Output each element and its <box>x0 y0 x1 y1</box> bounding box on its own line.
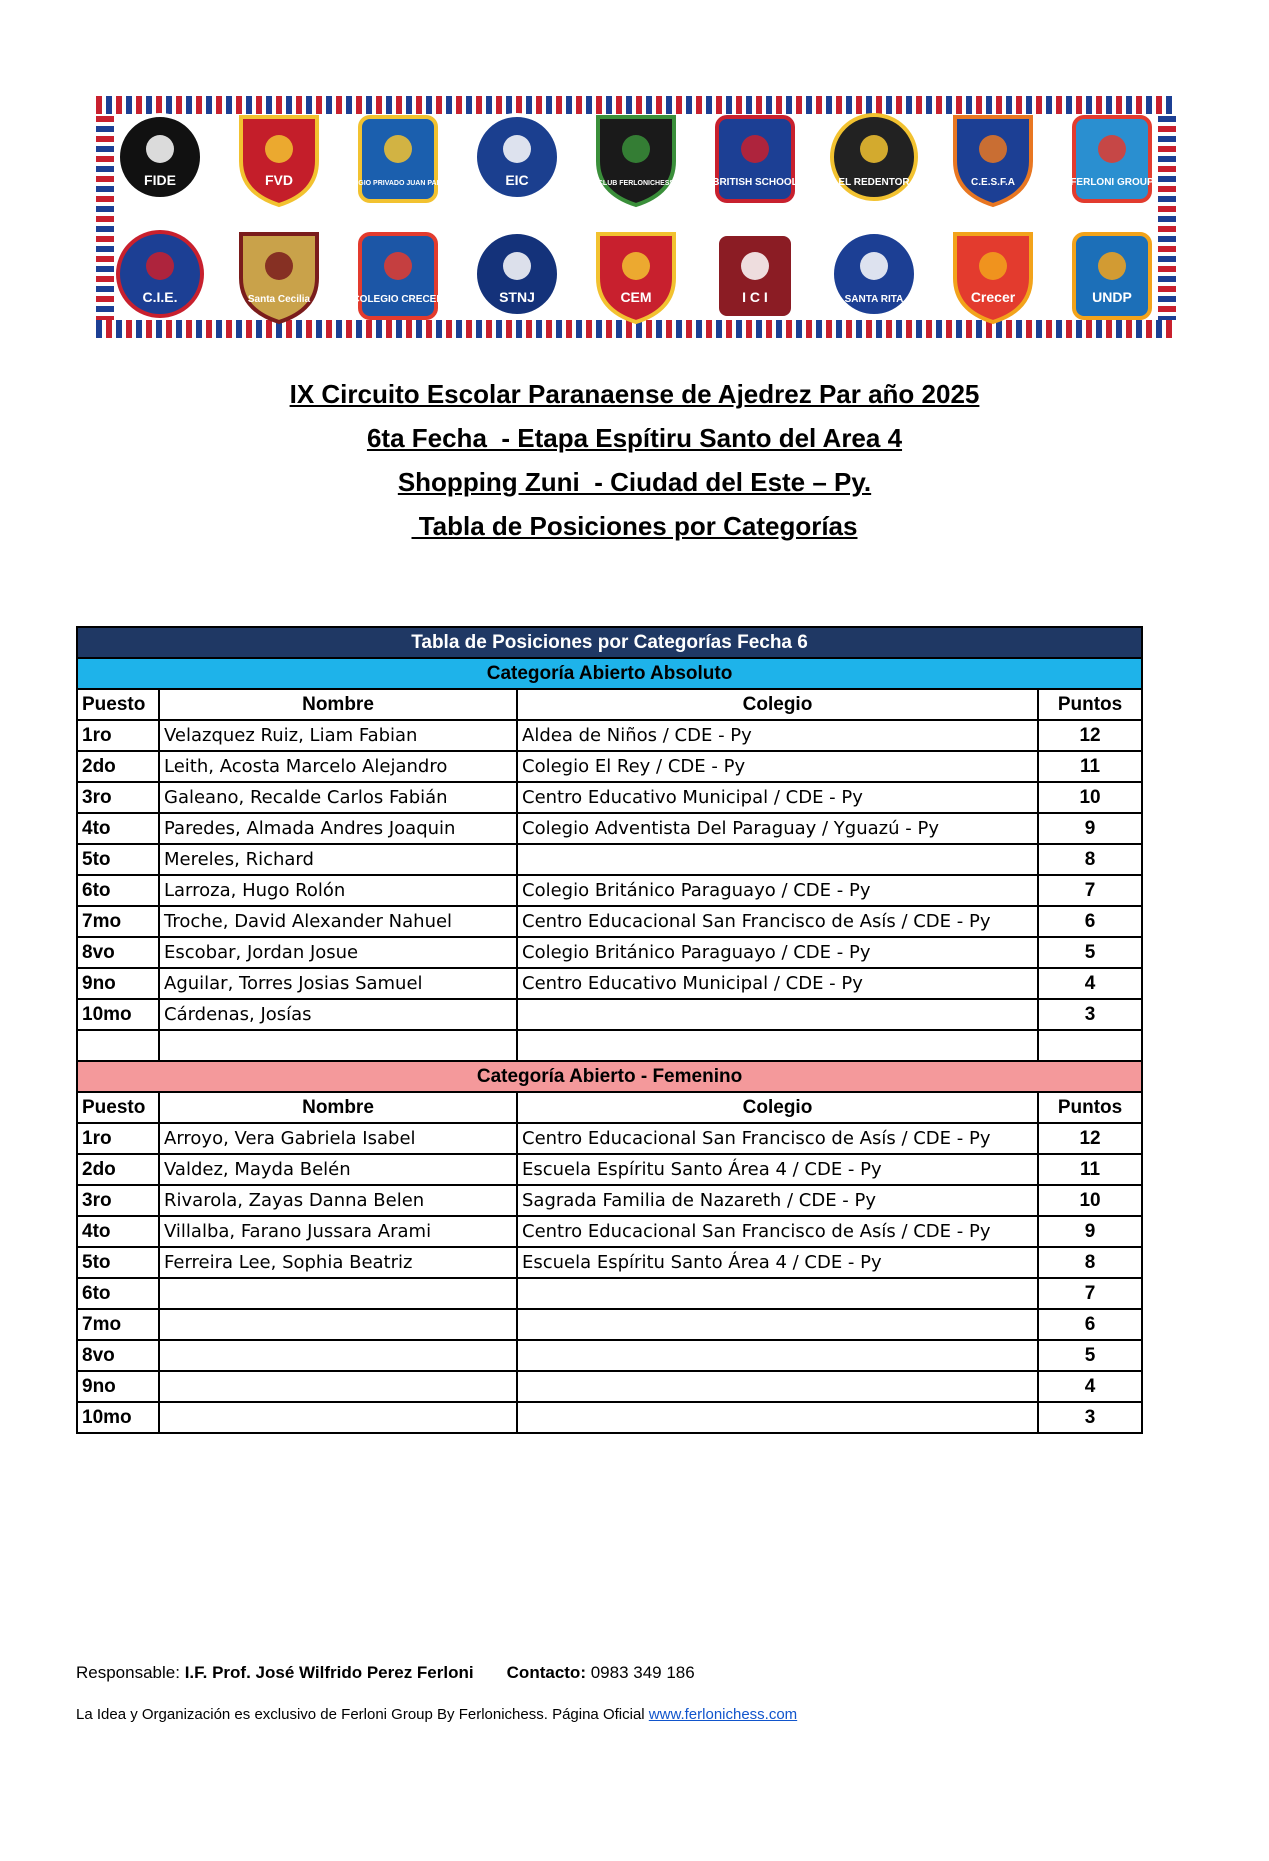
cell-colegio <box>517 1371 1038 1402</box>
cell-colegio: Colegio Británico Paraguayo / CDE - Py <box>517 937 1038 968</box>
cell-nombre: Arroyo, Vera Gabriela Isabel <box>159 1123 517 1154</box>
title-line-2: 6ta Fecha - Etapa Espítiru Santo del Area 4 <box>366 423 903 453</box>
cell-puntos: 9 <box>1038 1216 1142 1247</box>
column-header-puesto: Puesto <box>77 689 159 720</box>
cell-puntos: 11 <box>1038 1154 1142 1185</box>
cell-puesto: 1ro <box>77 720 159 751</box>
cell-nombre: Leith, Acosta Marcelo Alejandro <box>159 751 517 782</box>
cell-puntos: 4 <box>1038 968 1142 999</box>
fvd-crest-icon <box>231 109 327 209</box>
table-row <box>77 906 1142 937</box>
cell-puesto: 7mo <box>77 1309 159 1340</box>
column-header-puntos: Puntos <box>1038 689 1142 720</box>
cell-puesto: 1ro <box>77 1123 159 1154</box>
table-row <box>77 1340 1142 1371</box>
org-text: La Idea y Organización es exclusivo de Ferloni Group By Ferlonichess. Página Oficial <box>76 1706 649 1723</box>
column-header-colegio: Colegio <box>517 1092 1038 1123</box>
cell-puntos: 9 <box>1038 813 1142 844</box>
cell-puntos: 10 <box>1038 782 1142 813</box>
cell-colegio <box>517 1278 1038 1309</box>
cell-colegio <box>517 1309 1038 1340</box>
cell-puesto: 9no <box>77 1371 159 1402</box>
club-ferlonichess-icon <box>588 109 684 209</box>
cell-puntos: 4 <box>1038 1371 1142 1402</box>
table-row <box>77 1402 1142 1433</box>
table-row <box>77 999 1142 1030</box>
cell-colegio: Centro Educativo Municipal / CDE - Py <box>517 968 1038 999</box>
cell-puntos: 11 <box>1038 751 1142 782</box>
svg-text:CEM: CEM <box>620 288 652 305</box>
cell-colegio: Colegio Británico Paraguayo / CDE - Py <box>517 875 1038 906</box>
cell-puntos: 5 <box>1038 1340 1142 1371</box>
title-line-1: IX Circuito Escolar Paranaense de Ajedrez Par año 2025 <box>289 379 980 409</box>
svg-text:EL REDENTOR: EL REDENTOR <box>838 176 910 188</box>
cell-puntos: 7 <box>1038 875 1142 906</box>
cell-puesto: 3ro <box>77 1185 159 1216</box>
absoluto-category-title: Categoría Abierto Absoluto <box>77 658 1142 689</box>
cell-nombre: Aguilar, Torres Josias Samuel <box>159 968 517 999</box>
table-row <box>77 751 1142 782</box>
cell-nombre <box>159 1402 517 1433</box>
cell-puesto: 2do <box>77 751 159 782</box>
cell-puesto: 6to <box>77 1278 159 1309</box>
website-link[interactable]: www.ferlonichess.com <box>648 1706 798 1723</box>
cell-puntos: 5 <box>1038 937 1142 968</box>
cell-puesto: 4to <box>77 1216 159 1247</box>
cell-colegio <box>517 999 1038 1030</box>
column-header-puesto: Puesto <box>77 1092 159 1123</box>
svg-text:SANTA RITA: SANTA RITA <box>844 293 904 305</box>
femenino-category-title: Categoría Abierto - Femenino <box>77 1061 1142 1092</box>
santa-cecilia-icon <box>231 226 327 326</box>
table-row <box>77 1216 1142 1247</box>
svg-text:COLEGIO PRIVADO JUAN PABLO II: COLEGIO PRIVADO JUAN PABLO II <box>338 179 457 187</box>
cell-puntos: 8 <box>1038 844 1142 875</box>
cell-puntos <box>1038 1030 1142 1061</box>
cell-nombre: Valdez, Mayda Belén <box>159 1154 517 1185</box>
contacto-label: Contacto: <box>506 1663 591 1682</box>
table-row <box>77 720 1142 751</box>
column-header-nombre: Nombre <box>159 1092 517 1123</box>
el-redentor-icon <box>826 109 922 209</box>
table-row <box>77 1309 1142 1340</box>
cell-nombre <box>159 1309 517 1340</box>
cell-puesto: 4to <box>77 813 159 844</box>
svg-text:CLUB FERLONICHESS: CLUB FERLONICHESS <box>597 179 675 187</box>
column-header-nombre: Nombre <box>159 689 517 720</box>
cell-nombre <box>159 1340 517 1371</box>
standings-table <box>76 626 1143 1434</box>
table-row <box>77 1185 1142 1216</box>
cell-nombre: Troche, David Alexander Nahuel <box>159 906 517 937</box>
cell-puesto: 5to <box>77 844 159 875</box>
cell-puesto: 8vo <box>77 937 159 968</box>
cell-puntos: 7 <box>1038 1278 1142 1309</box>
cell-nombre: Velazquez Ruiz, Liam Fabian <box>159 720 517 751</box>
svg-text:BRITISH SCHOOL: BRITISH SCHOOL <box>712 176 798 188</box>
ferloni-group-icon <box>1064 109 1160 209</box>
cell-colegio <box>517 1030 1038 1061</box>
cell-puntos: 12 <box>1038 1123 1142 1154</box>
cell-nombre: Larroza, Hugo Rolón <box>159 875 517 906</box>
cell-nombre: Ferreira Lee, Sophia Beatriz <box>159 1247 517 1278</box>
table-row <box>77 844 1142 875</box>
title-line-4: Tabla de Posiciones por Categorías <box>411 511 858 541</box>
cell-puesto: 7mo <box>77 906 159 937</box>
title-line-3: Shopping Zuni - Ciudad del Este – Py. <box>397 467 872 497</box>
cell-nombre: Cárdenas, Josías <box>159 999 517 1030</box>
absoluto-category-row <box>77 658 1142 689</box>
cell-colegio: Sagrada Familia de Nazareth / CDE - Py <box>517 1185 1038 1216</box>
svg-text:EIC: EIC <box>505 171 529 188</box>
responsable-label: Responsable: <box>76 1663 185 1682</box>
crecer-icon <box>945 226 1041 326</box>
cell-nombre: Rivarola, Zayas Danna Belen <box>159 1185 517 1216</box>
column-header-colegio: Colegio <box>517 689 1038 720</box>
sponsors-banner <box>78 78 1194 356</box>
cell-colegio: Centro Educativo Municipal / CDE - Py <box>517 782 1038 813</box>
cell-puesto: 8vo <box>77 1340 159 1371</box>
cell-puesto: 2do <box>77 1154 159 1185</box>
cell-puntos: 12 <box>1038 720 1142 751</box>
cell-colegio <box>517 1402 1038 1433</box>
table-row <box>77 875 1142 906</box>
cell-puesto <box>77 1030 159 1061</box>
cell-puesto: 9no <box>77 968 159 999</box>
cell-colegio: Escuela Espíritu Santo Área 4 / CDE - Py <box>517 1247 1038 1278</box>
svg-text:I C I: I C I <box>742 288 768 305</box>
contacto-value: 0983 349 186 <box>590 1663 695 1682</box>
table-row <box>77 782 1142 813</box>
main-header: Tabla de Posiciones por Categorías Fecha 6 <box>77 627 1142 658</box>
cell-colegio: Centro Educacional San Francisco de Asís / CDE - Py <box>517 906 1038 937</box>
footer-organization <box>76 1706 797 1723</box>
cell-puesto: 6to <box>77 875 159 906</box>
cell-nombre: Villalba, Farano Jussara Arami <box>159 1216 517 1247</box>
cell-colegio: Centro Educacional San Francisco de Asís / CDE - Py <box>517 1123 1038 1154</box>
cell-puntos: 8 <box>1038 1247 1142 1278</box>
cem-icon <box>588 226 684 326</box>
cell-colegio <box>517 844 1038 875</box>
cie-icon <box>112 226 208 326</box>
document-titles <box>0 372 1269 548</box>
cell-puntos: 3 <box>1038 1402 1142 1433</box>
svg-text:Crecer: Crecer <box>971 288 1016 305</box>
svg-text:Santa Cecilia: Santa Cecilia <box>247 293 310 305</box>
table-row <box>77 1371 1142 1402</box>
cell-nombre <box>159 1371 517 1402</box>
cell-puntos: 10 <box>1038 1185 1142 1216</box>
table-row <box>77 1123 1142 1154</box>
main-header-row <box>77 627 1142 658</box>
colegio-crecer-icon <box>350 226 446 326</box>
svg-text:UNDP: UNDP <box>1092 288 1133 305</box>
ici-icon <box>707 226 803 326</box>
eic-school-icon <box>469 109 565 209</box>
stnj-icon <box>469 226 565 326</box>
table-row <box>77 1278 1142 1309</box>
svg-text:C.E.S.F.A: C.E.S.F.A <box>971 176 1016 188</box>
cell-puesto: 5to <box>77 1247 159 1278</box>
cell-puntos: 6 <box>1038 906 1142 937</box>
svg-text:FIDE: FIDE <box>143 171 176 188</box>
undp-icon <box>1064 226 1160 326</box>
cell-puesto: 3ro <box>77 782 159 813</box>
cell-puntos: 3 <box>1038 999 1142 1030</box>
standings-table-wrap <box>76 626 1141 1434</box>
table-row <box>77 813 1142 844</box>
cell-puntos: 6 <box>1038 1309 1142 1340</box>
table-row <box>77 937 1142 968</box>
svg-text:FVD: FVD <box>264 171 293 188</box>
cell-nombre: Paredes, Almada Andres Joaquin <box>159 813 517 844</box>
cell-puesto: 10mo <box>77 999 159 1030</box>
cesfa-icon <box>945 109 1041 209</box>
svg-text:C.I.E.: C.I.E. <box>142 288 178 305</box>
cell-nombre: Mereles, Richard <box>159 844 517 875</box>
juan-pablo-ii-crest-icon <box>338 109 457 209</box>
british-school-icon <box>707 109 803 209</box>
cell-nombre <box>159 1030 517 1061</box>
svg-text:STNJ: STNJ <box>498 288 535 305</box>
femenino-category-row <box>77 1061 1142 1092</box>
table-row <box>77 1154 1142 1185</box>
table-row <box>77 968 1142 999</box>
femenino-column-header-row <box>77 1092 1142 1123</box>
column-header-puntos: Puntos <box>1038 1092 1142 1123</box>
cell-colegio: Centro Educacional San Francisco de Asís / CDE - Py <box>517 1216 1038 1247</box>
footer-responsable <box>76 1663 695 1683</box>
santa-rita-icon <box>826 226 922 326</box>
svg-text:FERLONI GROUP: FERLONI GROUP <box>1070 176 1155 188</box>
cell-colegio: Aldea de Niños / CDE - Py <box>517 720 1038 751</box>
responsable-name: I.F. Prof. José Wilfrido Perez Ferloni <box>184 1663 474 1682</box>
cell-colegio: Colegio Adventista Del Paraguay / Yguazú - Py <box>517 813 1038 844</box>
logos-grid <box>100 100 1172 334</box>
fide-knight-icon <box>112 109 208 209</box>
table-row <box>77 1247 1142 1278</box>
absoluto-column-header-row <box>77 689 1142 720</box>
svg-text:COLEGIO CRECER: COLEGIO CRECER <box>352 293 444 305</box>
cell-colegio: Colegio El Rey / CDE - Py <box>517 751 1038 782</box>
cell-nombre <box>159 1278 517 1309</box>
cell-puesto: 10mo <box>77 1402 159 1433</box>
cell-nombre: Escobar, Jordan Josue <box>159 937 517 968</box>
cell-nombre: Galeano, Recalde Carlos Fabián <box>159 782 517 813</box>
cell-colegio: Escuela Espíritu Santo Área 4 / CDE - Py <box>517 1154 1038 1185</box>
cell-colegio <box>517 1340 1038 1371</box>
table-row <box>77 1030 1142 1061</box>
